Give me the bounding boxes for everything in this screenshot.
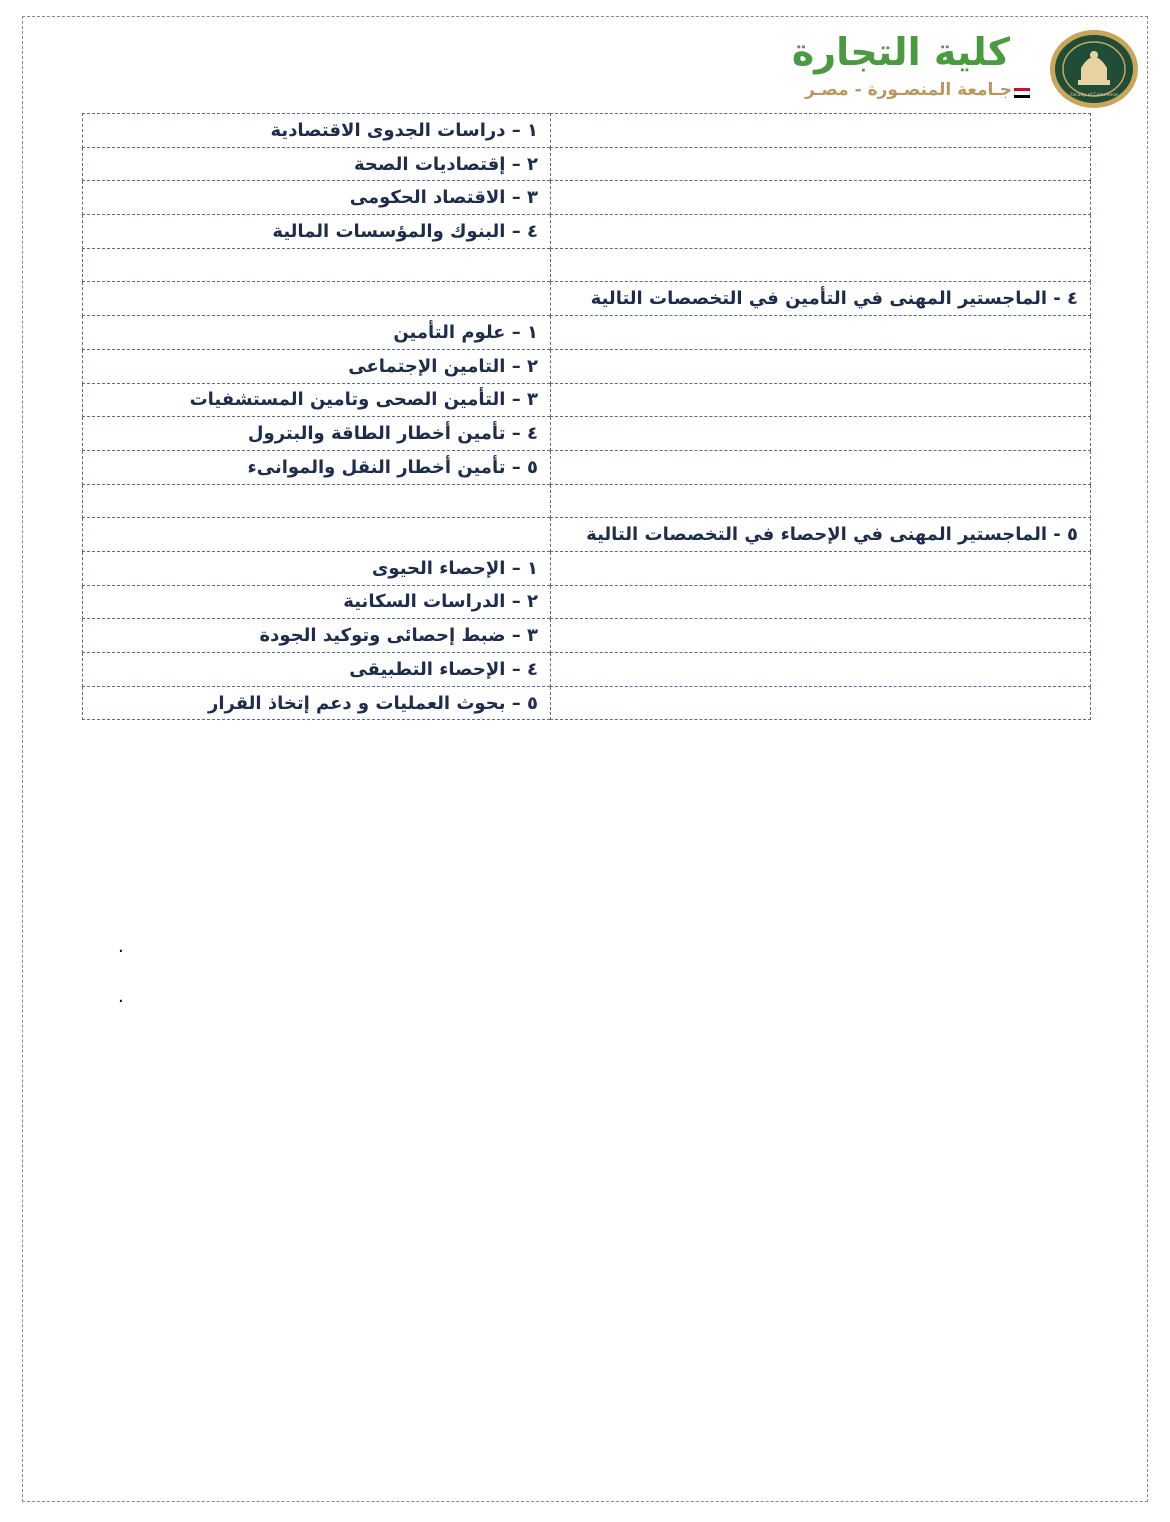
empty-bullet: .: [118, 936, 124, 957]
table-cell-heading: ٤ - الماجستير المهنى في التأمين في التخصصات التالية: [551, 282, 1091, 316]
table-cell-heading: [551, 417, 1091, 451]
table-row: [83, 316, 1091, 350]
table-row: [83, 349, 1091, 383]
table-cell-specialization: ٣ – التأمين الصحى وتامين المستشفيات: [83, 383, 551, 417]
table-cell-specialization: ٢ – إقتصاديات الصحة: [83, 147, 551, 181]
table-row: [83, 282, 1091, 316]
table-row: [83, 383, 1091, 417]
table-cell-heading: [551, 585, 1091, 619]
table-cell-heading: [551, 450, 1091, 484]
programs-table: [82, 113, 1091, 720]
table-row: [83, 619, 1091, 653]
table-cell-heading: [551, 686, 1091, 720]
egypt-flag-icon: [1014, 88, 1030, 98]
table-cell-heading: [551, 181, 1091, 215]
table-row: [83, 653, 1091, 687]
empty-bullet: .: [118, 986, 124, 1007]
table-row: [83, 585, 1091, 619]
table-cell-heading: ٥ - الماجستير المهنى في الإحصاء في التخصصات التالية: [551, 518, 1091, 552]
table-cell-specialization: ٤ – البنوك والمؤسسات المالية: [83, 215, 551, 249]
table-row: [83, 248, 1091, 282]
table-cell-specialization: ٢ – التامين الإجتماعى: [83, 349, 551, 383]
table-cell-heading: [551, 484, 1091, 518]
table-cell-heading: [551, 619, 1091, 653]
table-cell-specialization: ١ – علوم التأمين: [83, 316, 551, 350]
table-row: [83, 484, 1091, 518]
table-cell-specialization: [83, 282, 551, 316]
table-cell-specialization: ١ – الإحصاء الحيوى: [83, 551, 551, 585]
header: [760, 26, 1140, 112]
table-cell-heading: [551, 349, 1091, 383]
table-cell-heading: [551, 316, 1091, 350]
university-name: جـامعة المنصـورة - مصـر: [805, 80, 1012, 100]
table-row: [83, 215, 1091, 249]
table-cell-specialization: ٤ – الإحصاء التطبيقى: [83, 653, 551, 687]
table-row: [83, 181, 1091, 215]
table-cell-heading: [551, 215, 1091, 249]
table-cell-specialization: ٥ – تأمين أخطار النقل والموانىء: [83, 450, 551, 484]
table-row: [83, 417, 1091, 451]
table-row: [83, 147, 1091, 181]
table-row: [83, 114, 1091, 148]
table-cell-specialization: [83, 518, 551, 552]
table-cell-specialization: ١ – دراسات الجدوى الاقتصادية: [83, 114, 551, 148]
svg-text:Faculty of Commerce: Faculty of Commerce: [1070, 93, 1118, 98]
table-cell-heading: [551, 147, 1091, 181]
college-name: كلية التجارة: [791, 30, 1010, 74]
table-row: [83, 518, 1091, 552]
table-cell-specialization: [83, 484, 551, 518]
table-cell-specialization: ٣ – ضبط إحصائى وتوكيد الجودة: [83, 619, 551, 653]
table-row: [83, 450, 1091, 484]
table-cell-heading: [551, 653, 1091, 687]
table-cell-specialization: ٢ – الدراسات السكانية: [83, 585, 551, 619]
table-cell-specialization: ٣ – الاقتصاد الحكومى: [83, 181, 551, 215]
table-cell-specialization: ٤ – تأمين أخطار الطاقة والبترول: [83, 417, 551, 451]
table-cell-heading: [551, 551, 1091, 585]
table-row: [83, 551, 1091, 585]
table-cell-heading: [551, 114, 1091, 148]
table-cell-heading: [551, 248, 1091, 282]
table-row: [83, 686, 1091, 720]
table-cell-heading: [551, 383, 1091, 417]
faculty-seal-logo: [1048, 28, 1140, 110]
table-cell-specialization: ٥ – بحوث العمليات و دعم إتخاذ القرار: [83, 686, 551, 720]
table-cell-specialization: [83, 248, 551, 282]
